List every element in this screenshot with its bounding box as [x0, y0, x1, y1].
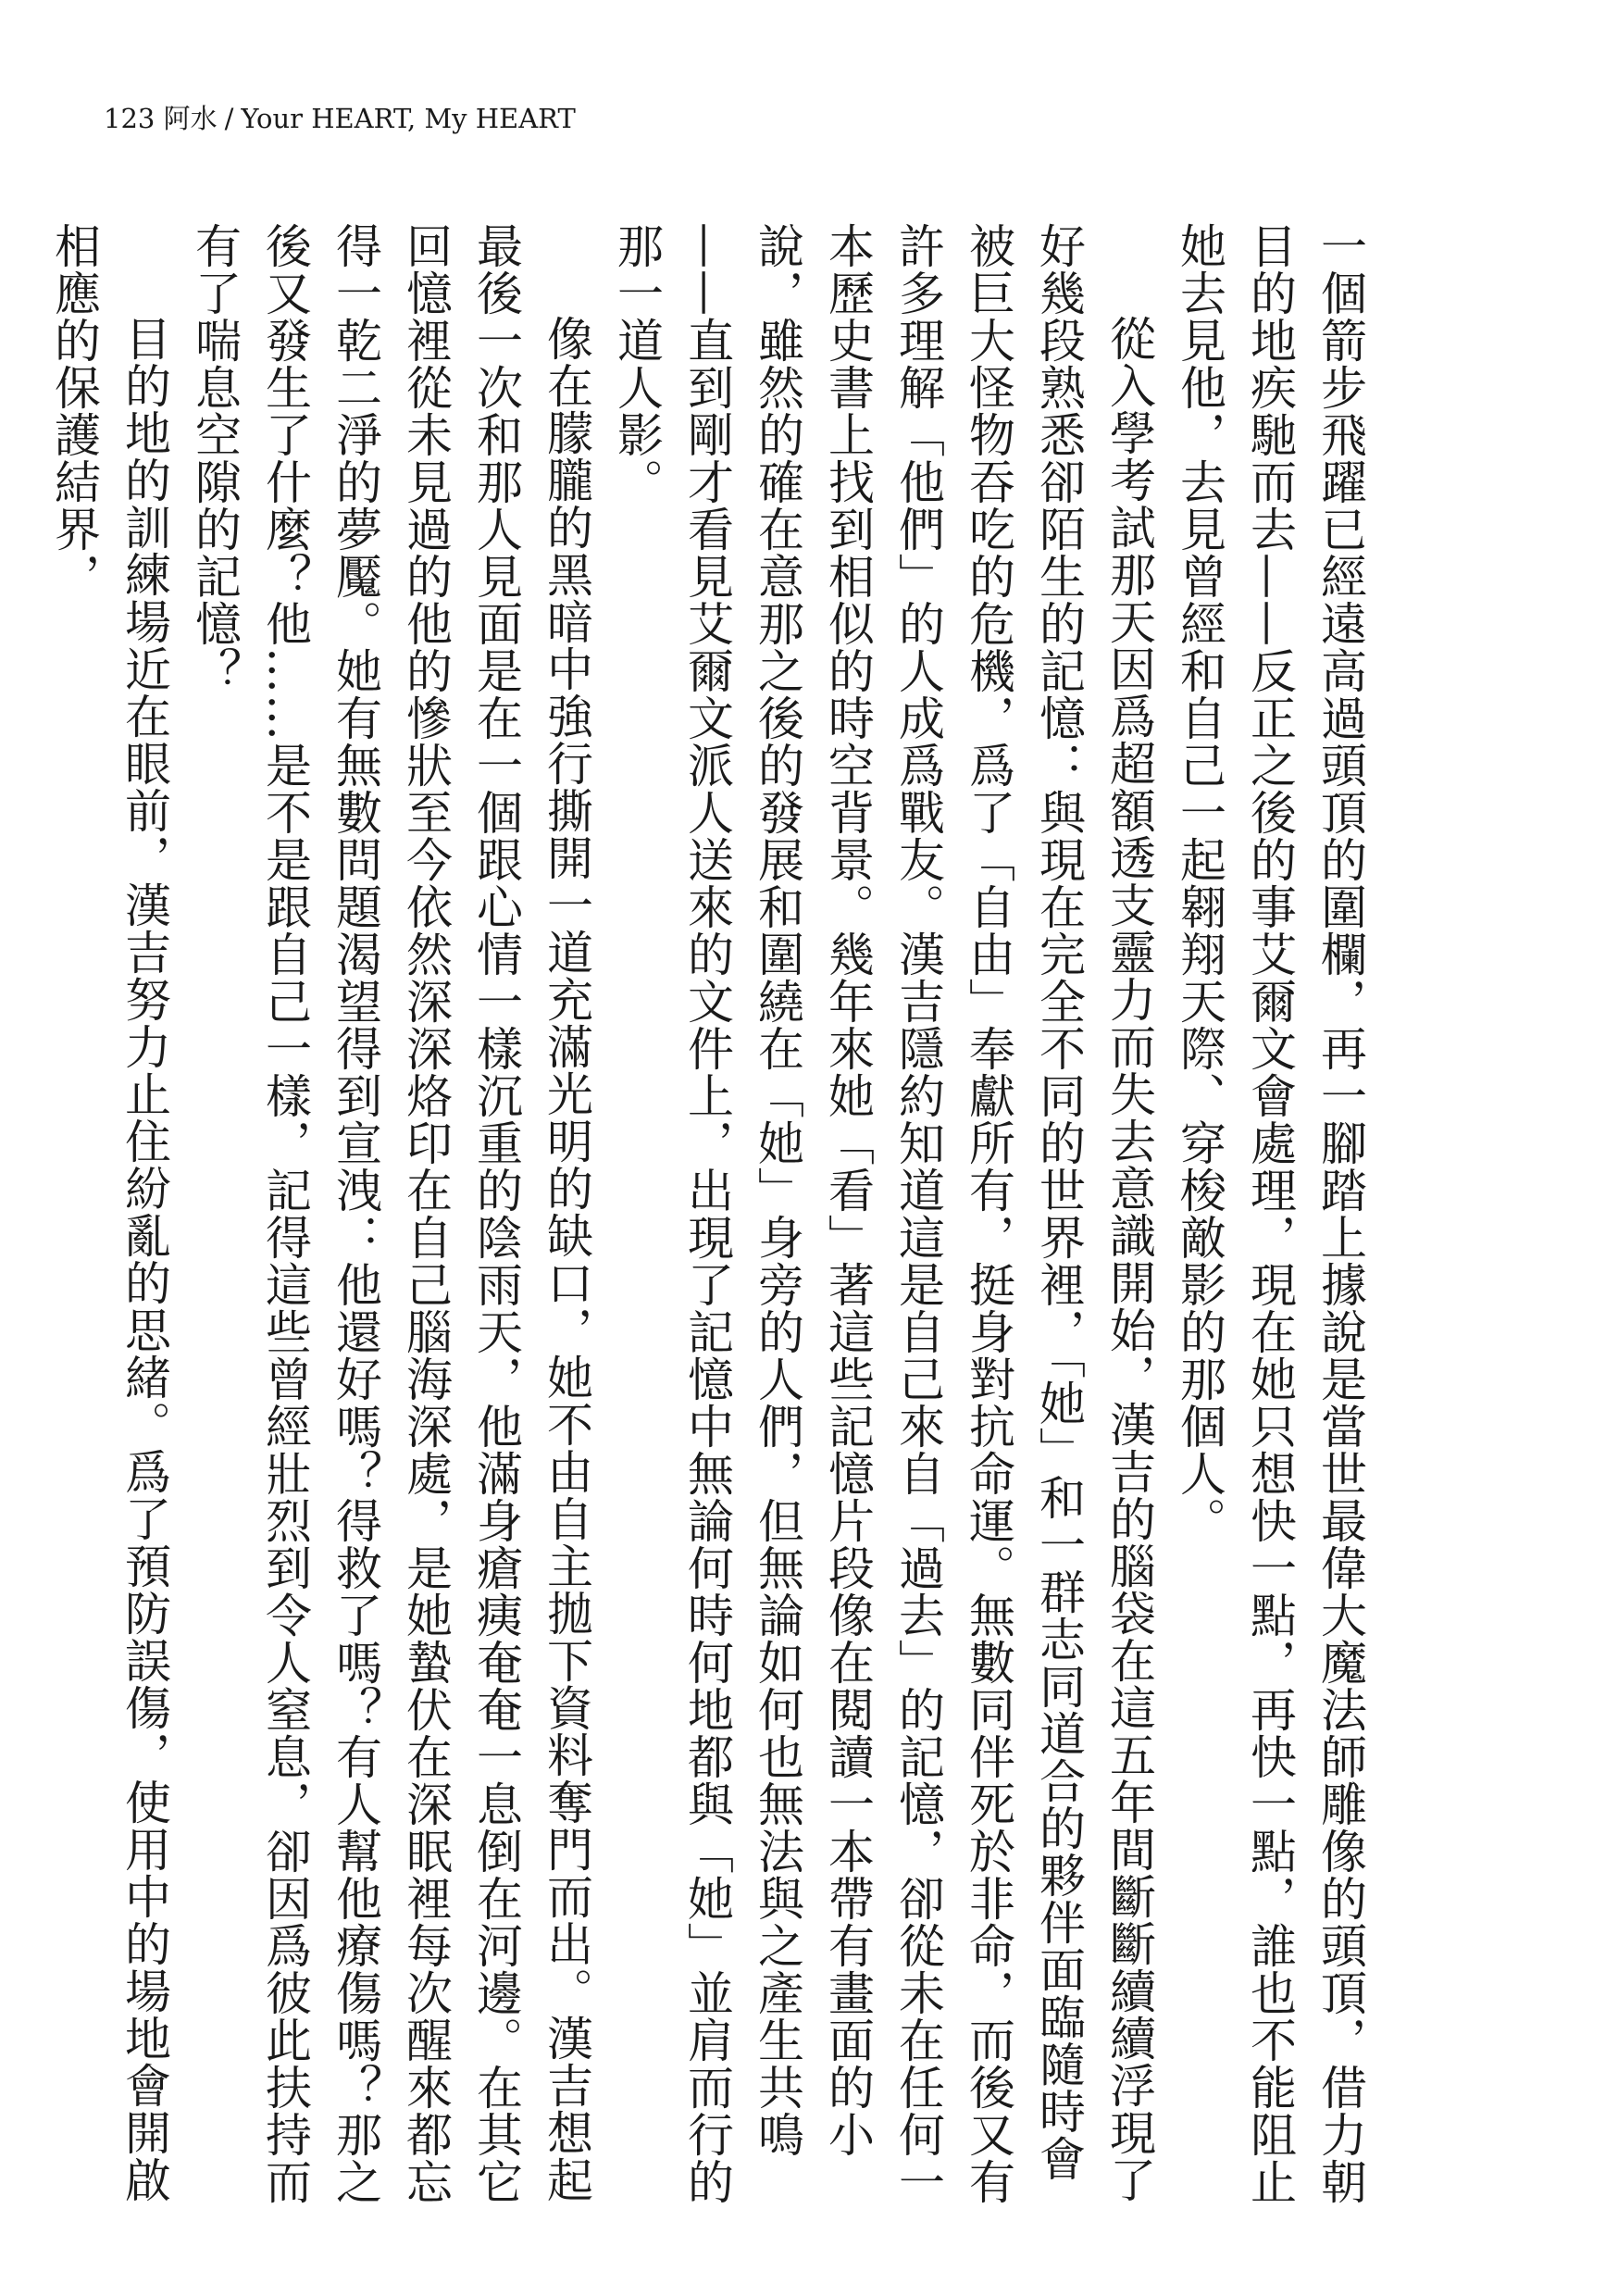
vertical-body-text — [39, 222, 1375, 2222]
paragraph-1: 一個箭步飛躍已經遠高過頭頂的圍欄，再一腳踏上據說是當世最偉大魔法師雕像的頭頂，借力朝目的地疾馳而去——反正之後的事艾爾文會處理，現在她只想快一點，再快一點，誰也不能阻止她去見他，去見曾經和自己一起翱翔天際、穿梭敵影的那個人。 — [1173, 222, 1367, 2205]
author-name: 阿水 — [163, 103, 218, 134]
page-number: 123 — [104, 103, 156, 134]
paragraph-3: 像在朦朧的黑暗中強行撕開一道充滿光明的缺口，她不由自主拋下資料奪門而出。漢吉想起最後一次和那人見面是在一個跟心情一樣沉重的陰雨天，他滿身瘡痍奄奄一息倒在河邊。在其它回憶裡從未見過的他的慘狀至今依然深深烙印在自己腦海深處，是她蟄伏在深眠裡每次醒來都忘得一乾二淨的夢魘。她有無數問題渴望得到宣洩：他還好嗎？得救了嗎？有人幫他療傷嗎？那之後又發生了什麼？他……是不是跟自己一樣，記得這些曾經壯烈到令人窒息，卻因爲彼此扶持而有了喘息空隙的記憶？ — [188, 222, 593, 2205]
paragraph-2: 從入學考試那天因爲超額透支靈力而失去意識開始，漢吉的腦袋在這五年間斷斷續續浮現了好幾段熟悉卻陌生的記憶：與現在完全不同的世界裡，「她」和一群志同道合的夥伴面臨隨時會被巨大怪物吞吃的危機，爲了「自由」奉獻所有，挺身對抗命運。無數同伴死於非命，而後又有許多理解「他們」的人成爲戰友。漢吉隱約知道這是自己來自「過去」的記憶，卻從未在任何一本歷史書上找到相似的時空背景。幾年來她「看」著這些記憶片段像在閱讀一本帶有畫面的小說，雖然的確在意那之後的發展和圍繞在「她」身旁的人們，但無論如何也無法與之產生共鳴——直到剛才看見艾爾文派人送來的文件上，出現了記憶中無論何時何地都與「她」並肩而行的那一道人影。 — [610, 222, 1156, 2205]
running-header — [104, 100, 576, 137]
work-title: Your HEART, My HEART — [241, 103, 576, 134]
header-separator: / — [224, 103, 234, 134]
paragraph-4: 目的地的訓練場近在眼前，漢吉努力止住紛亂的思緒。爲了預防誤傷，使用中的場地會開啟相應的保護結界， — [47, 222, 171, 2203]
